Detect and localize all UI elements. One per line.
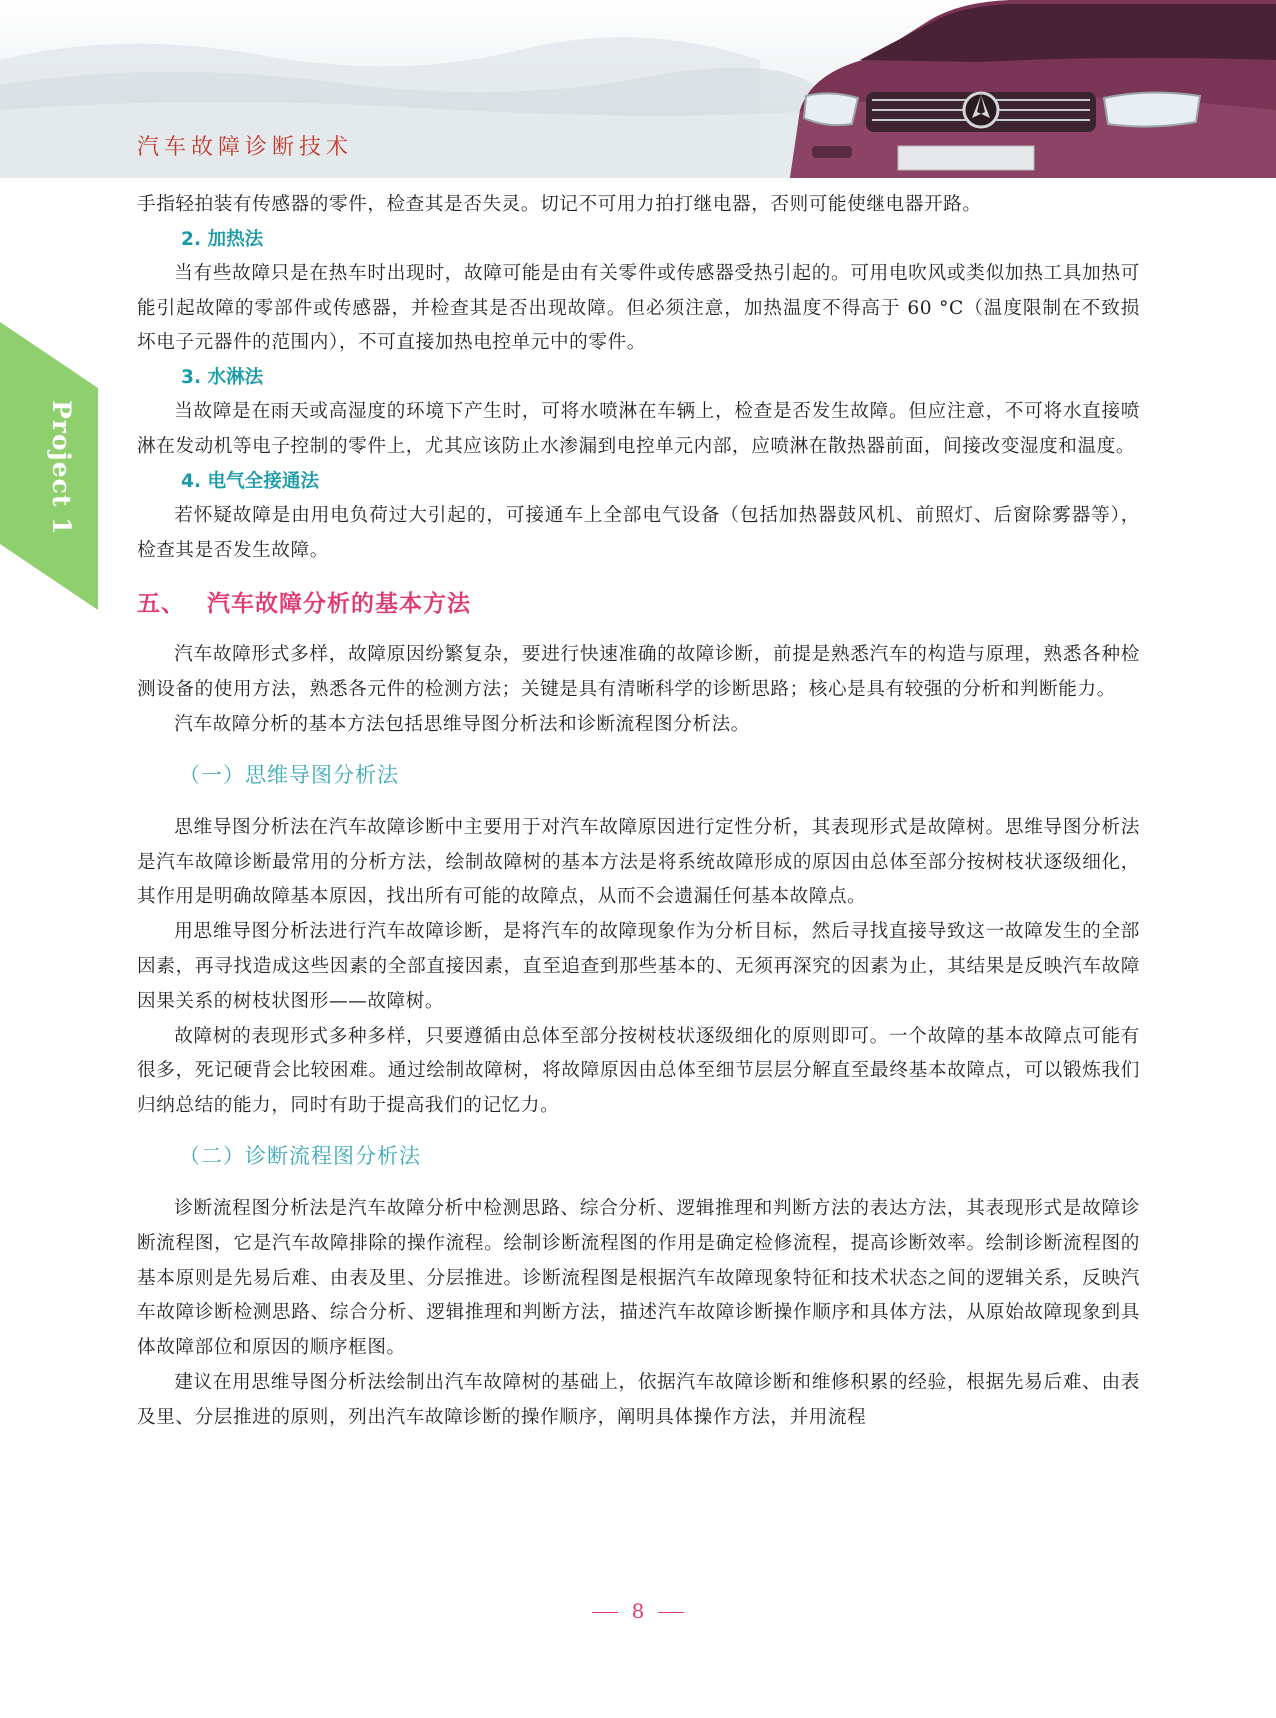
paragraph: 汽车故障形式多样，故障原因纷繁复杂，要进行快速准确的故障诊断，前提是熟悉汽车的构造与原理，熟悉各种检测设备的使用方法，熟悉各元件的检测方法；关键是具有清晰科学的诊断思路；核心是具有较强的分析和判断能力。 xyxy=(137,644,1140,701)
subheading-water: 3. 水淋法 xyxy=(181,367,264,389)
paragraph: 汽车故障分析的基本方法包括思维导图分析法和诊断流程图分析法。 xyxy=(174,713,751,735)
paragraph: 建议在用思维导图分析法绘制出汽车故障树的基础上，依据汽车故障诊断和维修积累的经验，根据先易后难、由表及里、分层推进的原则，列出汽车故障诊断的操作顺序，阐明具体操作方法，并用流程 xyxy=(137,1371,1140,1428)
section-heading xyxy=(137,584,1140,624)
paragraph: 当有些故障只是在热车时出现时，故障可能是由有关零件或传感器受热引起的。可用电吹风或类似加热工具加热可能引起故障的零部件或传感器，并检查其是否出现故障。但必须注意，加热温度不得高于 60 °C（温度限制在不致损坏电子元器件的范围内），不可直接加热电控单元中的零件。 xyxy=(137,262,1140,354)
page-content xyxy=(137,188,1140,1436)
header-book-title: 汽车故障诊断技术 xyxy=(137,135,354,160)
page-number xyxy=(0,1599,1276,1623)
paragraph: 手指轻拍装有传感器的零件，检查其是否失灵。切记不可用力拍打继电器，否则可能使继电器开路。 xyxy=(137,194,982,215)
paragraph: 若怀疑故障是由用电负荷过大引起的，可接通车上全部电气设备（包括加热器鼓风机、前照灯、后窗除雾器等），检查其是否发生故障。 xyxy=(137,504,1140,561)
subheading-heating: 2. 加热法 xyxy=(181,228,264,250)
side-tab-label: Project 1 xyxy=(47,400,76,536)
section-number: 五、 xyxy=(137,591,185,618)
page-header xyxy=(0,0,1276,178)
subsection-heading-flowchart: （二）诊断流程图分析法 xyxy=(179,1143,421,1168)
page-number-dash-left xyxy=(592,1612,618,1613)
paragraph: 思维导图分析法在汽车故障诊断中主要用于对汽车故障原因进行定性分析，其表现形式是故障树。思维导图分析法是汽车故障诊断最常用的分析方法，绘制故障树的基本方法是将系统故障形成的原因由总体至部分按树枝状逐级细化，其作用是明确故障基本原因，找出所有可能的故障点，从而不会遗漏任何基本故障点。 xyxy=(137,816,1140,908)
section-title: 汽车故障分析的基本方法 xyxy=(207,591,471,618)
page-number-dash-right xyxy=(658,1612,684,1613)
paragraph: 当故障是在雨天或高湿度的环境下产生时，可将水喷淋在车辆上，检查是否发生故障。但应注意，不可将水直接喷淋在发动机等电子控制的零件上，尤其应该防止水渗漏到电控单元内部，应喷淋在散热器前面，间接改变湿度和温度。 xyxy=(137,401,1140,457)
subsection-heading-mindmap: （一）思维导图分析法 xyxy=(179,762,399,787)
paragraph: 用思维导图分析法进行汽车故障诊断，是将汽车的故障现象作为分析目标，然后寻找直接导致这一故障发生的全部因素，再寻找造成这些因素的全部直接因素，直至追查到那些基本的、无须再深究的因素为止，其结果是反映汽车故障因果关系的树枝状图形——故障树。 xyxy=(137,921,1140,1012)
paragraph: 故障树的表现形式多种多样，只要遵循由总体至部分按树枝状逐级细化的原则即可。一个故障的基本故障点可能有很多，死记硬背会比较困难。通过绘制故障树，将故障原因由总体至细节层层分解直至最终基本故障点，可以锻炼我们归纳总结的能力，同时有助于提高我们的记忆力。 xyxy=(137,1025,1140,1117)
paragraph: 诊断流程图分析法是汽车故障分析中检测思路、综合分析、逻辑推理和判断方法的表达方法，其表现形式是故障诊断流程图，它是汽车故障排除的操作流程。绘制诊断流程图的作用是确定检修流程，提高诊断效率。绘制诊断流程图的基本原则是先易后难、由表及里、分层推进。诊断流程图是根据汽车故障现象特征和技术状态之间的逻辑关系，反映汽车故障诊断检测思路、综合分析、逻辑推理和判断方法，描述汽车故障诊断操作顺序和具体方法，从原始故障现象到具体故障部位和原因的顺序框图。 xyxy=(137,1197,1140,1359)
page-number-value: 8 xyxy=(631,1599,645,1623)
subheading-electric: 4. 电气全接通法 xyxy=(181,470,320,492)
